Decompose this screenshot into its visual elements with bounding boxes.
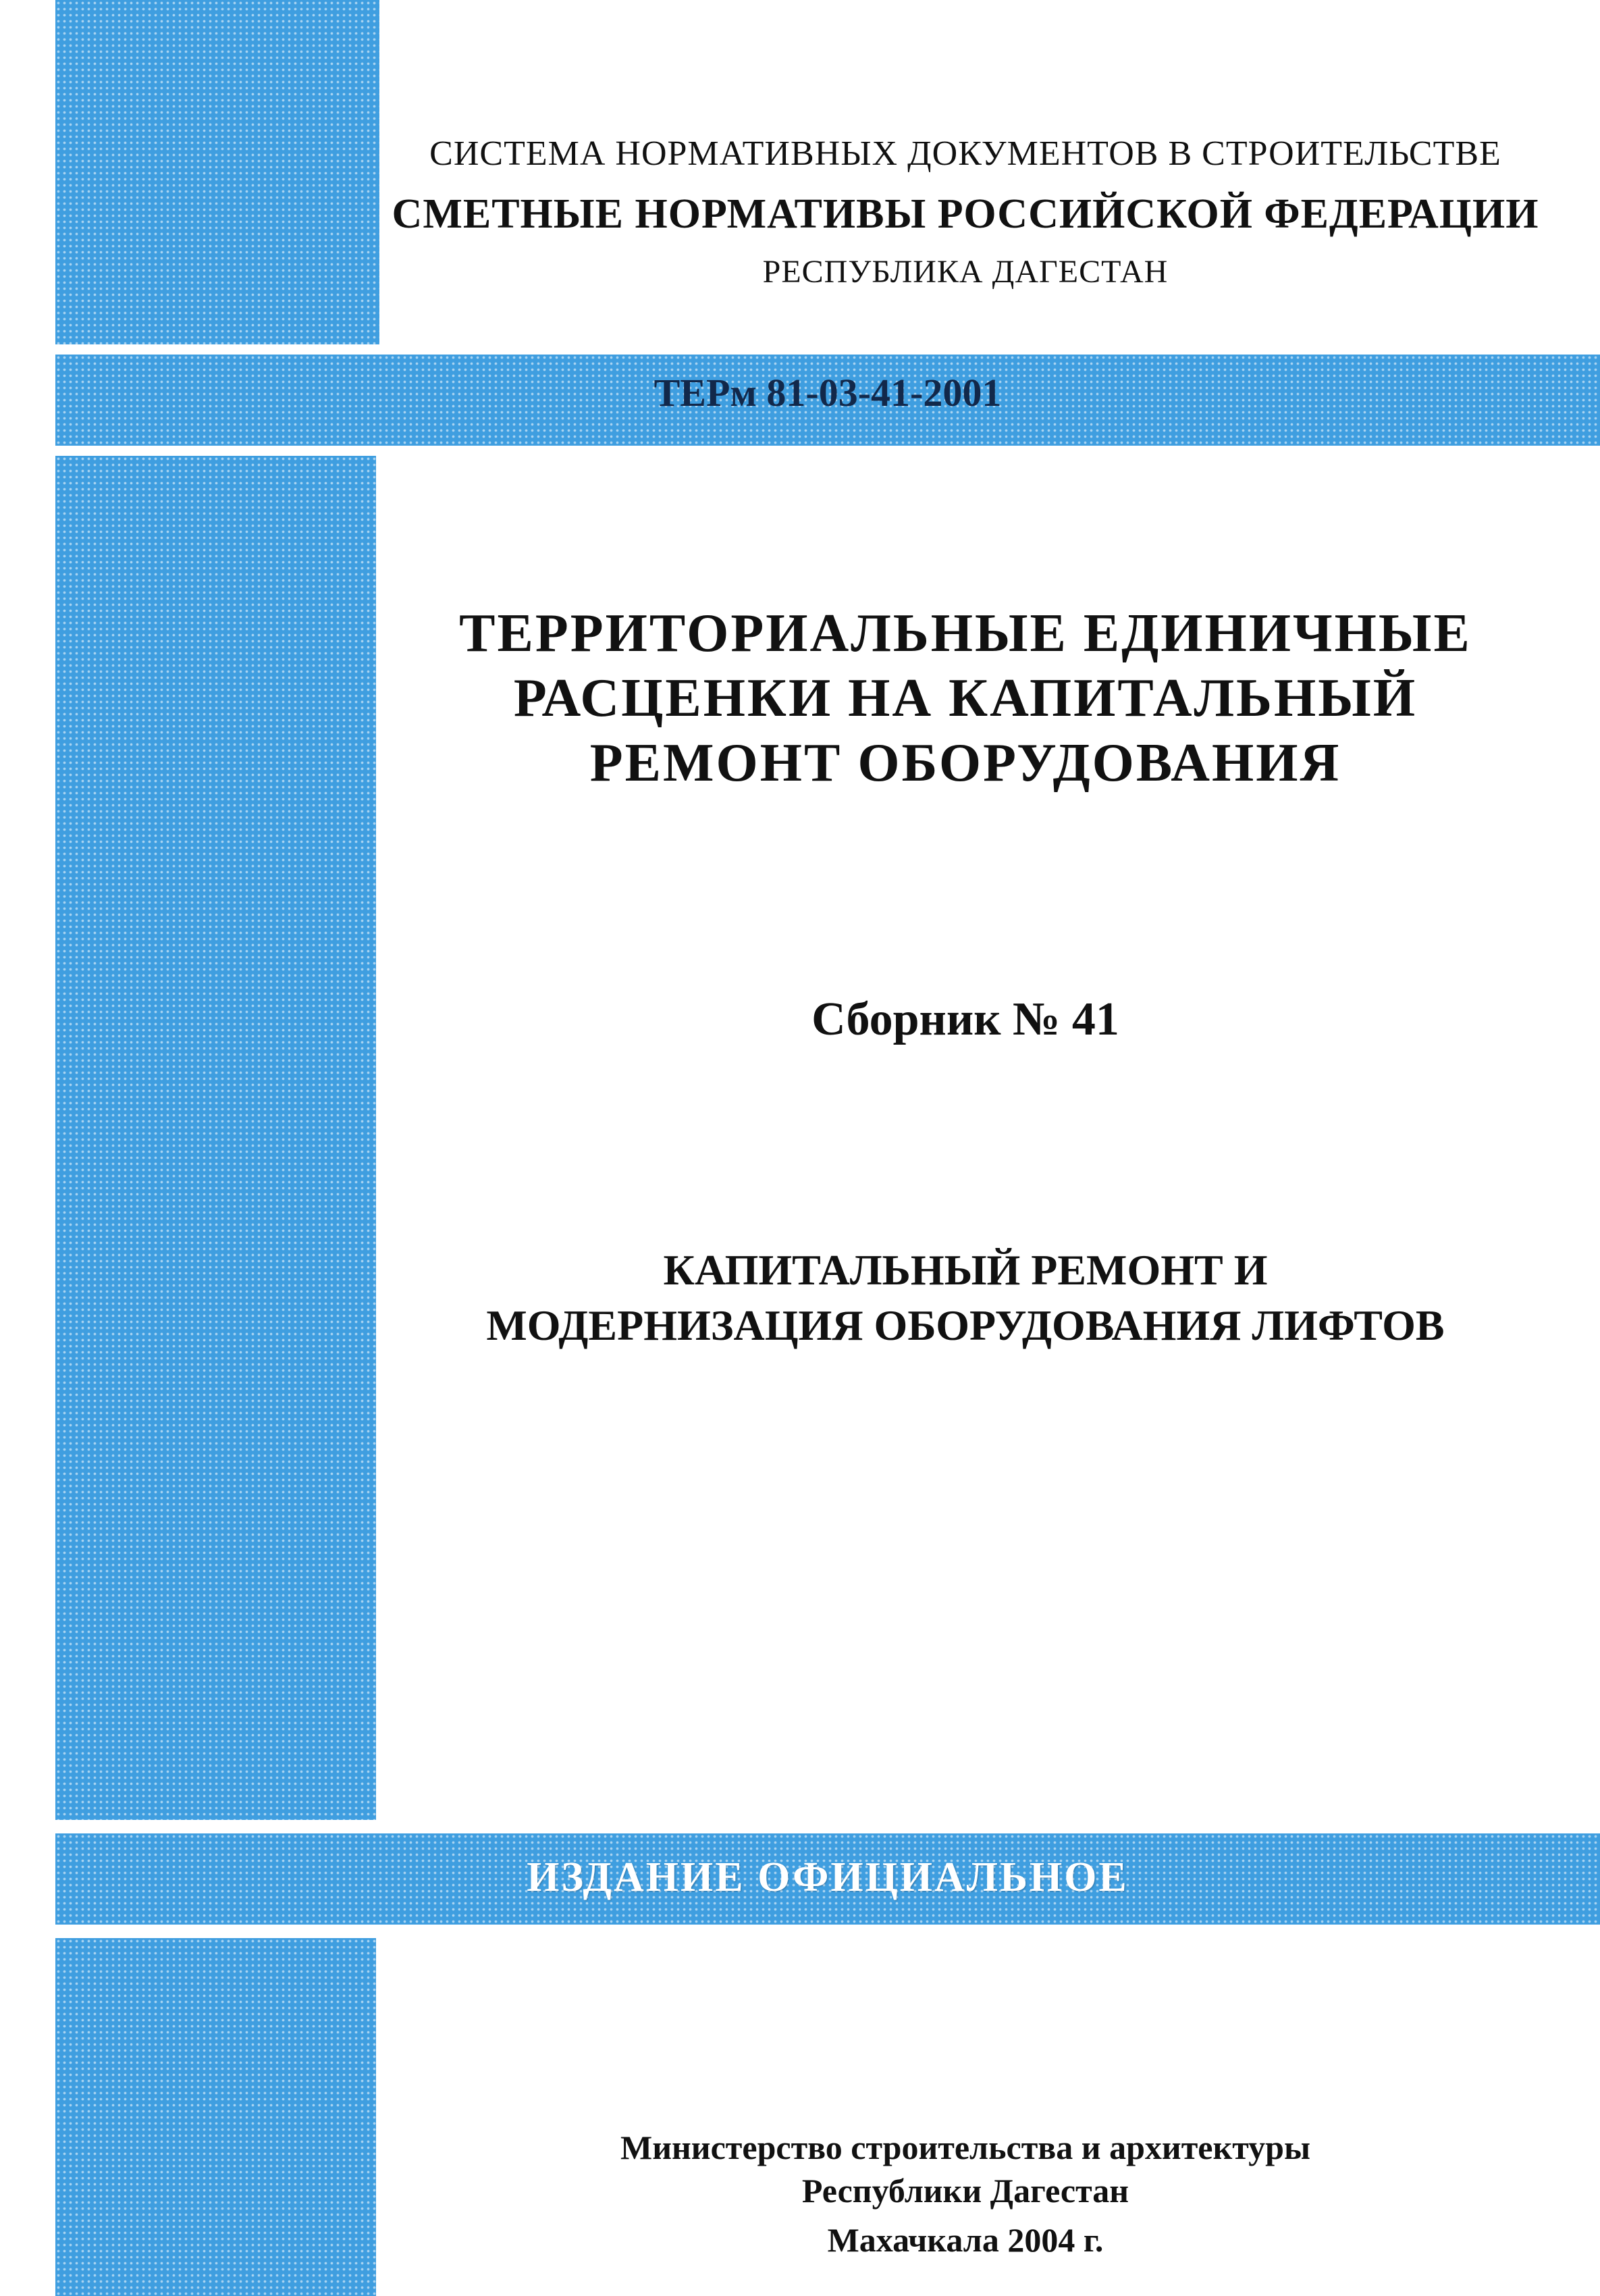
republic-title: РЕСПУБЛИКА ДАГЕСТАН [762,254,1169,290]
city-year: Махачкала 2004 г. [827,2221,1104,2259]
main-title-line: РАСЦЕНКИ НА КАПИТАЛЬНЫЙ [513,669,1418,728]
main-title [378,601,1553,795]
publisher-line: Министерство строительства и архитектуры [620,2129,1310,2166]
collection-number: Сборник № 41 [811,993,1119,1045]
main-title-line: РЕМОНТ ОБОРУДОВАНИЯ [589,733,1341,793]
blue-band-left-middle [55,456,376,1820]
norms-title: СМЕТНЫЕ НОРМАТИВЫ РОССИЙСКОЙ ФЕДЕРАЦИИ [392,191,1539,237]
main-title-line: ТЕРРИТОРИАЛЬНЫЕ ЕДИНИЧНЫЕ [459,604,1472,663]
official-edition-label: ИЗДАНИЕ ОФИЦИАЛЬНОЕ [527,1854,1129,1900]
blue-band-left-top [55,0,379,344]
document-code: ТЕРм 81-03-41-2001 [654,371,1002,415]
subtitle-line: МОДЕРНИЗАЦИЯ ОБОРУДОВАНИЯ ЛИФТОВ [486,1301,1445,1349]
subtitle-line: КАПИТАЛЬНЫЙ РЕМОНТ И [663,1246,1268,1294]
blue-band-left-bottom [55,1938,376,2296]
subtitle [378,1243,1553,1353]
publisher [378,2126,1553,2212]
system-title: СИСТЕМА НОРМАТИВНЫХ ДОКУМЕНТОВ В СТРОИТЕЛЬСТВЕ [429,134,1501,173]
publisher-line: Республики Дагестан [801,2172,1129,2210]
